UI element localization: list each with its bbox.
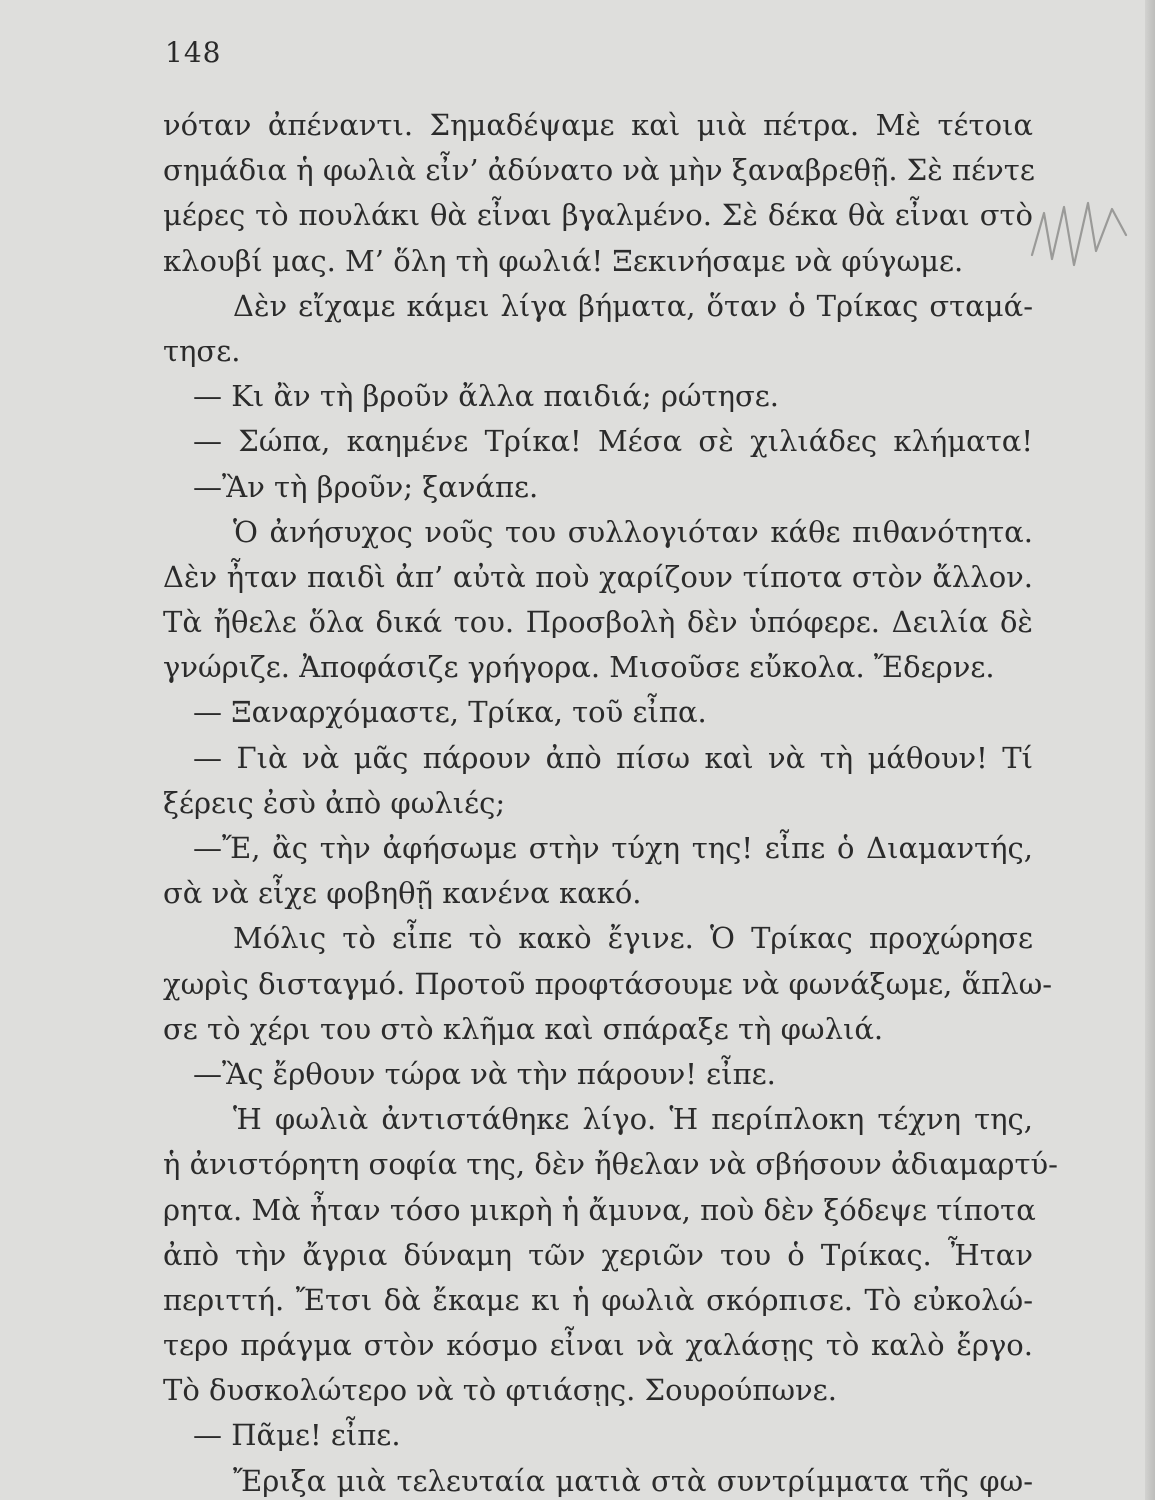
text-line: Δὲν εἴχαμε κάμει λίγα βήματα, ὅταν ὁ Τρίκας σταμά- [233, 288, 1033, 323]
text-line: γνώριζε. Ἀποφάσιζε γρήγορα. Μισοῦσε εὔκολα. Ἔδερνε. [163, 650, 995, 685]
text-line: ἡ ἀνιστόρητη σοφία της, δὲν ἤθελαν νὰ σβήσουν ἀδιαμαρτύ- [163, 1147, 1058, 1182]
text-line: περιττή. Ἔτσι δὰ ἔκαμε κι ἡ φωλιὰ σκόρπισε. Τὸ εὐκολώ- [163, 1282, 1033, 1317]
text-line: — Κι ἂν τὴ βροῦν ἄλλα παιδιά; ρώτησε. [193, 379, 780, 414]
text-line: χωρὶς δισταγμό. Προτοῦ προφτάσουμε νὰ φωνάξωμε, ἅπλω- [163, 966, 1053, 1001]
text-line: κλουβί μας. Μ’ ὅλη τὴ φωλιά! Ξεκινήσαμε νὰ φύγωμε. [163, 243, 964, 278]
pencil-margin-mark [1030, 195, 1130, 285]
text-line: ἀπὸ τὴν ἄγρια δύναμη τῶν χεριῶν του ὁ Τρίκας. Ἦταν [163, 1237, 1033, 1272]
text-line: Ὁ ἀνήσυχος νοῦς του συλλογιόταν κάθε πιθανότητα. [233, 514, 1033, 549]
text-line: Τὰ ἤθελε ὅλα δικά του. Προσβολὴ δὲν ὑπόφερε. Δειλία δὲ [163, 605, 1033, 640]
text-line: — Γιὰ νὰ μᾶς πάρουν ἀπὸ πίσω καὶ νὰ τὴ μάθουν! Τί [193, 740, 1033, 775]
text-line: Ἔριξα μιὰ τελευταία ματιὰ στὰ συντρίμματα τῆς φω- [233, 1463, 1033, 1498]
text-line: — Σώπα, καημένε Τρίκα! Μέσα σὲ χιλιάδες κλήματα! [193, 424, 1033, 459]
text-line: νόταν ἀπέναντι. Σημαδέψαμε καὶ μιὰ πέτρα. Μὲ τέτοια [163, 108, 1033, 142]
text-line: — Πᾶμε! εἶπε. [193, 1418, 401, 1453]
text-line: — Ξαναρχόμαστε, Τρίκα, τοῦ εἶπα. [193, 695, 707, 730]
text-line: —Ἔ, ἂς τὴν ἀφήσωμε στὴν τύχη της! εἶπε ὁ Διαμαντής, [193, 831, 1033, 865]
text-line: Ἡ φωλιὰ ἀντιστάθηκε λίγο. Ἡ περίπλοκη τέχνη της, [233, 1102, 1033, 1137]
text-line: —Ἂς ἔρθουν τώρα νὰ τὴν πάρουν! εἶπε. [193, 1056, 776, 1091]
text-line: τερο πράγμα στὸν κόσμο εἶναι νὰ χαλάσῃς τὸ καλὸ ἔργο. [163, 1328, 1033, 1363]
text-line: σε τὸ χέρι του στὸ κλῆμα καὶ σπάραξε τὴ φωλιά. [163, 1011, 884, 1046]
text-line: μέρες τὸ πουλάκι θὰ εἶναι βγαλμένο. Σὲ δέκα θὰ εἶναι στὸ [163, 198, 1033, 233]
text-line: Τὸ δυσκολώτερο νὰ τὸ φτιάσῃς. Σουρούπωνε. [163, 1373, 837, 1408]
text-line: Δὲν ἦταν παιδὶ ἀπ’ αὐτὰ ποὺ χαρίζουν τίποτα στὸν ἄλλον. [163, 559, 1033, 594]
text-line: ρητα. Μὰ ἦταν τόσο μικρὴ ἡ ἄμυνα, ποὺ δὲν ξόδεψε τίποτα [163, 1192, 1036, 1227]
text-line: ξέρεις ἐσὺ ἀπὸ φωλιές; [163, 785, 506, 820]
body-text [163, 103, 1058, 1500]
text-line: σὰ νὰ εἶχε φοβηθῇ κανένα κακό. [163, 876, 642, 911]
text-line: σημάδια ἡ φωλιὰ εἶν’ ἀδύνατο νὰ μὴν ξαναβρεθῇ. Σὲ πέντε [163, 153, 1035, 188]
text-line: τησε. [163, 333, 241, 368]
text-line: Μόλις τὸ εἶπε τὸ κακὸ ἔγινε. Ὁ Τρίκας προχώρησε [233, 921, 1033, 956]
page-number: 148 [165, 36, 222, 69]
text-line: —Ἂν τὴ βροῦν; ξανάπε. [193, 469, 539, 504]
